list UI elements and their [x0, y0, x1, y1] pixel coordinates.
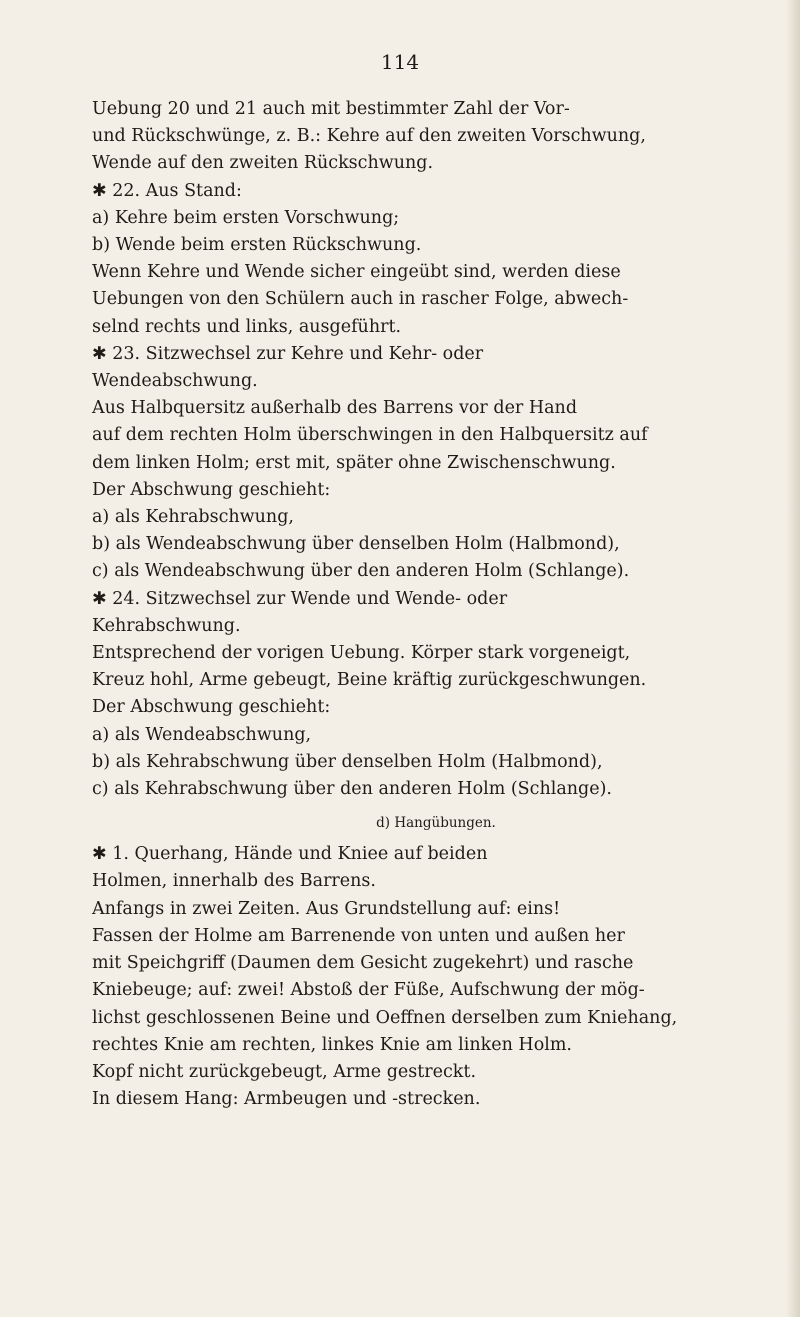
section-heading: d) Hangübungen. [376, 815, 496, 832]
page-edge-shadow [786, 0, 800, 1317]
text-line: Entsprechend der vorigen Uebung. Körper stark vorgeneigt, [92, 643, 631, 664]
exercise-heading: ✱ 1. Querhang, Hände und Kniee auf beiden [92, 844, 488, 865]
text-line: Wenn Kehre und Wende sicher eingeübt sind, werden diese [92, 262, 621, 283]
text-line: Aus Halbquersitz außerhalb des Barrens vor der Hand [92, 398, 578, 419]
text-line: dem linken Holm; erst mit, später ohne Zwischenschwung. [92, 452, 616, 473]
text-line: c) als Wendeabschwung über den anderen Holm (Schlange). [92, 561, 630, 582]
text-line: Wende auf den zweiten Rückschwung. [92, 153, 434, 174]
text-line: Anfangs in zwei Zeiten. Aus Grundstellung auf: eins! [92, 898, 561, 919]
text-line: Fassen der Holme am Barrenende von unten und außen her [92, 925, 625, 946]
text-line: rechtes Knie am rechten, linkes Knie am linken Holm. [92, 1034, 572, 1055]
text-line: lichst geschlossenen Beine und Oeffnen derselben zum Kniehang, [92, 1007, 678, 1028]
text-line: Kreuz hohl, Arme gebeugt, Beine kräftig zurückgeschwungen. [92, 670, 647, 691]
text-line: Kehrabschwung. [92, 615, 241, 636]
text-line: auf dem rechten Holm überschwingen in den Halbquersitz auf [92, 425, 648, 446]
text-line: und Rückschwünge, z. B.: Kehre auf den zweiten Vorschwung, [92, 126, 646, 147]
text-line: Kopf nicht zurückgebeugt, Arme gestreckt. [92, 1061, 477, 1082]
text-line: a) Kehre beim ersten Vorschwung; [92, 207, 400, 228]
text-line: b) als Wendeabschwung über denselben Holm (Halbmond), [92, 534, 620, 555]
text-line: b) als Kehrabschwung über denselben Holm (Halbmond), [92, 751, 603, 772]
text-line: selnd rechts und links, ausgeführt. [92, 316, 402, 337]
text-line: c) als Kehrabschwung über den anderen Holm (Schlange). [92, 779, 612, 800]
text-line: Wendeabschwung. [92, 371, 258, 392]
exercise-heading: ✱ 23. Sitzwechsel zur Kehre und Kehr- oder [92, 343, 484, 364]
exercise-heading: ✱ 22. Aus Stand: [92, 180, 242, 201]
text-line: In diesem Hang: Armbeugen und -strecken. [92, 1089, 481, 1110]
text-line: Kniebeuge; auf: zwei! Abstoß der Füße, Aufschwung der mög- [92, 980, 645, 1001]
text-line: mit Speichgriff (Daumen dem Gesicht zugekehrt) und rasche [92, 953, 634, 974]
text-line: a) als Wendeabschwung, [92, 724, 312, 745]
text-line: Holmen, innerhalb des Barrens. [92, 871, 376, 892]
text-line: Der Abschwung geschieht: [92, 697, 331, 718]
page-number: 114 [380, 50, 420, 74]
text-line: Der Abschwung geschieht: [92, 479, 331, 500]
text-line: Uebung 20 und 21 auch mit bestimmter Zahl der Vor- [92, 99, 570, 119]
text-line: Uebungen von den Schülern auch in rascher Folge, abwech- [92, 289, 629, 310]
text-line: a) als Kehrabschwung, [92, 507, 294, 528]
exercise-heading: ✱ 24. Sitzwechsel zur Wende und Wende- oder [92, 588, 508, 609]
text-line: b) Wende beim ersten Rückschwung. [92, 235, 422, 256]
page-text [92, 96, 780, 1113]
